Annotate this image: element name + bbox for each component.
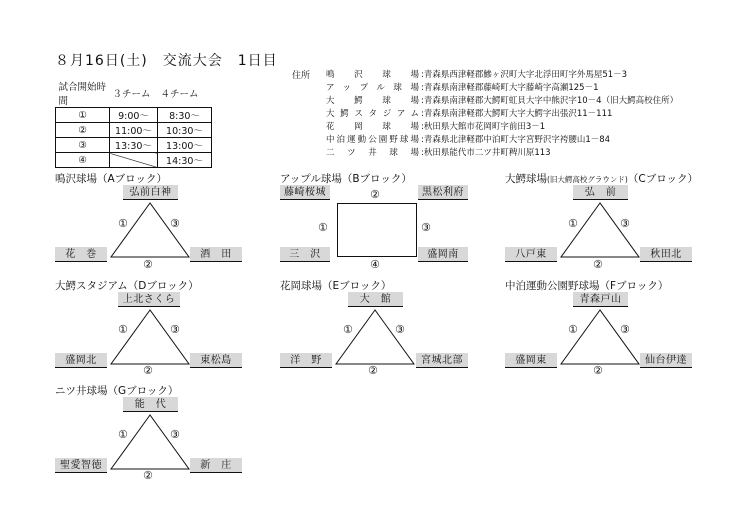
- block-b-game-1: ①: [318, 221, 328, 234]
- venue-address: :青森県西津軽郡鰺ヶ沢町大字北浮田町字外馬屋51－3: [421, 70, 628, 80]
- block-b-title: アップル球場（Bブロック）: [280, 173, 412, 185]
- address-row: [326, 68, 627, 80]
- block-d-game-1: ①: [118, 323, 128, 336]
- block-b-game-4: ④: [370, 258, 380, 271]
- address-row: [326, 94, 678, 106]
- block-c-team-top: 弘 前: [573, 185, 628, 200]
- block-f-game-1: ①: [568, 323, 578, 336]
- schedule-game-no: ②: [56, 123, 110, 138]
- schedule-time-4team: 10:30～: [158, 123, 212, 138]
- block-c-triangle: [560, 203, 640, 258]
- block-e-game-3: ③: [395, 323, 405, 336]
- block-a-team-right: 酒 田: [190, 247, 242, 262]
- block-d-team-left: 盛岡北: [55, 353, 107, 368]
- block-b-team-bottom-left: 三 沢: [280, 247, 330, 262]
- block-e-team-right: 宮城北部: [416, 353, 468, 368]
- block-f-team-right: 仙台伊達: [640, 353, 692, 368]
- block-a-game-1: ①: [118, 217, 128, 230]
- schedule-header-time: 試合開始時間: [58, 82, 107, 107]
- schedule-time-4team: 14:30～: [158, 153, 212, 168]
- block-d-game-2: ②: [143, 364, 153, 377]
- block-f-team-top: 青森戸山: [573, 292, 628, 307]
- schedule-game-no: ③: [56, 138, 110, 153]
- block-g-title: ニツ井球場（Gブロック）: [55, 385, 179, 397]
- venue-name: 鳴沢球場: [326, 70, 419, 80]
- venue-name: 大鰐スタジアム: [326, 109, 419, 119]
- block-e-game-1: ①: [343, 323, 353, 336]
- venue-name: 花岡球場: [326, 122, 419, 132]
- block-c-title-note: (旧大鰐高校グラウンド): [547, 175, 628, 184]
- block-d-team-top: 上北さくら: [118, 292, 180, 307]
- venue-address: :青森県南津軽郡大鰐町虹貝大字中熊沢字10－4（旧大鰐高校住所）: [421, 96, 679, 106]
- schedule-time-3team-empty: [110, 153, 158, 168]
- block-g-game-1: ①: [118, 428, 128, 441]
- block-e-team-left: 洋 野: [280, 353, 332, 368]
- schedule-table: [55, 79, 212, 168]
- schedule-header-3team: ３チーム: [112, 89, 151, 100]
- block-g-team-top: 能 代: [123, 397, 178, 412]
- block-g-team-right: 新 庄: [190, 458, 242, 473]
- schedule-time-3team: 9:00～: [110, 108, 158, 123]
- block-a-team-top: 弘前白神: [123, 185, 178, 200]
- block-a-team-left: 花 巻: [55, 247, 107, 262]
- schedule-row: [56, 138, 212, 153]
- block-g-game-2: ②: [143, 469, 153, 482]
- block-c-game-1: ①: [568, 217, 578, 230]
- venue-name: 大鰐球場: [326, 96, 419, 106]
- block-c-game-2: ②: [593, 258, 603, 271]
- block-f-triangle: [560, 310, 640, 365]
- block-c-title: [505, 171, 698, 186]
- block-b-game-3: ③: [421, 221, 431, 234]
- block-d-triangle: [110, 310, 190, 365]
- block-g-team-left: 聖愛智徳: [55, 458, 107, 473]
- block-b-team-bottom-right: 盛岡南: [418, 247, 468, 262]
- schedule-time-3team: 13:30～: [110, 138, 158, 153]
- schedule-time-3team: 11:00～: [110, 123, 158, 138]
- block-c-game-3: ③: [620, 217, 630, 230]
- page-title: ８月16日(土) 交流大会 1日目: [55, 53, 278, 69]
- address-row: [326, 120, 545, 132]
- schedule-row: [56, 123, 212, 138]
- block-e-triangle: [335, 310, 415, 365]
- block-a-triangle: [110, 203, 190, 258]
- address-row: [326, 146, 551, 158]
- block-f-title: 中泊運動公園野球場（Fブロック）: [505, 280, 669, 292]
- block-e-game-2: ②: [368, 364, 378, 377]
- schedule-game-no: ④: [56, 153, 110, 168]
- address-row: [326, 81, 599, 93]
- schedule-row: [56, 153, 212, 168]
- block-c-title-main: 大鰐球場: [505, 173, 547, 185]
- schedule-header-row: [56, 79, 212, 108]
- block-a-game-2: ②: [143, 258, 153, 271]
- block-a-title: 鳴沢球場（Aブロック）: [55, 173, 167, 185]
- schedule-row: [56, 108, 212, 123]
- block-c-team-right: 秋田北: [640, 247, 692, 262]
- block-g-triangle: [110, 415, 190, 470]
- block-f-team-left: 盛岡東: [505, 353, 557, 368]
- venue-address: :青森県北津軽郡中泊町大字宮野沢字袴腰山1－84: [421, 135, 611, 145]
- schedule-time-4team: 13:00～: [158, 138, 212, 153]
- block-c-team-left: 八戸東: [505, 247, 557, 262]
- block-f-game-3: ③: [620, 323, 630, 336]
- block-e-title: 花岡球場（Eブロック）: [280, 280, 392, 292]
- block-d-game-3: ③: [170, 323, 180, 336]
- venue-address: :青森県南津軽郡藤崎町大字藤崎字高瀬125－1: [421, 83, 599, 93]
- schedule-time-4team: 8:30～: [158, 108, 212, 123]
- block-b-square: [337, 203, 417, 258]
- block-d-team-right: 東松島: [190, 353, 242, 368]
- block-f-game-2: ②: [593, 364, 603, 377]
- venue-name: 二ツ井球場: [326, 148, 419, 158]
- schedule-game-no: ①: [56, 108, 110, 123]
- block-d-title: 大鰐スタジアム（Dブロック）: [55, 280, 199, 292]
- venue-address: :秋田県能代市二ツ井町稗川原113: [421, 148, 551, 158]
- address-row: [326, 107, 612, 119]
- block-b-team-top-right: 黒松利府: [418, 185, 468, 200]
- venue-name: アップル球場: [326, 83, 419, 93]
- venue-address: :青森県南津軽郡大鰐町大字大鰐字出張沢11－111: [421, 109, 613, 119]
- block-b-team-top-left: 藤崎桜城: [280, 185, 330, 200]
- block-a-game-3: ③: [170, 217, 180, 230]
- block-b-game-2: ②: [370, 188, 380, 201]
- address-label: 住所: [292, 71, 311, 81]
- schedule-header-4team: ４チーム: [160, 89, 199, 100]
- venue-name: 中泊運動公園野球場: [326, 135, 419, 145]
- block-c-title-suffix: （Cブロック）: [627, 173, 698, 185]
- address-row: [326, 133, 610, 145]
- block-g-game-3: ③: [170, 428, 180, 441]
- venue-address: :秋田県大館市花岡町字前田3－1: [421, 122, 546, 132]
- block-e-team-top: 大 館: [348, 292, 403, 307]
